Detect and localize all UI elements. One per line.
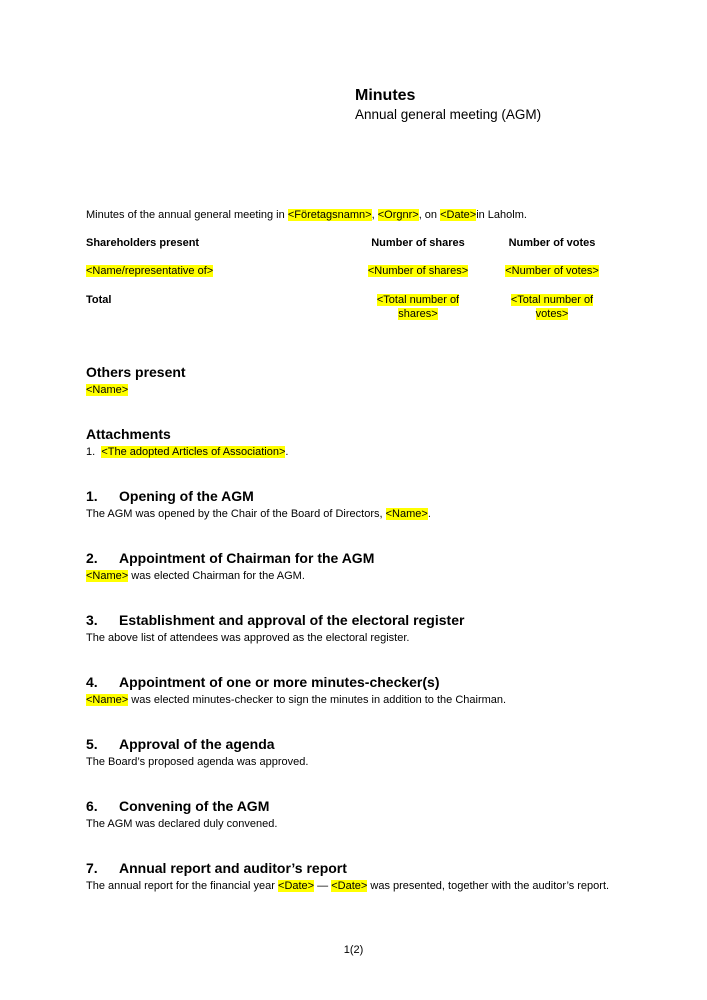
attachment-item <box>86 445 626 459</box>
column-header-shareholders: Shareholders present <box>86 237 200 249</box>
document-title: Minutes <box>355 87 416 104</box>
section-body <box>86 879 626 893</box>
table-total-row <box>86 293 626 321</box>
others-name-placeholder: <Name> <box>86 384 129 396</box>
section-body <box>86 569 626 583</box>
section-title: Appointment of one or more minutes-checker(s) <box>119 674 440 690</box>
section-agenda <box>86 735 626 769</box>
section-number: 1. <box>86 488 98 504</box>
shareholder-name-placeholder: <Name/representative of> <box>86 265 214 277</box>
section-annual-report <box>86 859 626 893</box>
table-header-row <box>86 236 626 250</box>
section-number: 4. <box>86 674 98 690</box>
total-votes-placeholder <box>511 294 593 320</box>
name-placeholder: <Name> <box>385 508 428 520</box>
section-body: The AGM was declared duly convened. <box>86 818 278 830</box>
section-title: Approval of the agenda <box>119 736 275 752</box>
section-electoral-register <box>86 611 626 645</box>
section-text: The annual report for the financial year <box>86 880 279 892</box>
section-heading <box>86 673 626 691</box>
total-label: Total <box>86 294 112 306</box>
section-text: The AGM was opened by the Chair of the Board of Directors, <box>86 508 386 520</box>
attachments-section <box>86 425 626 459</box>
section-title: Establishment and approval of the electoral register <box>119 612 465 628</box>
intro-paragraph <box>86 208 527 222</box>
document-subtitle: Annual general meeting (AGM) <box>355 107 542 122</box>
column-header-votes: Number of votes <box>508 237 596 249</box>
attachments-heading: Attachments <box>86 426 171 442</box>
section-heading <box>86 487 626 505</box>
intro-separator: , <box>371 209 378 221</box>
section-body: The above list of attendees was approved as the electoral register. <box>86 632 410 644</box>
shares-placeholder: <Number of shares> <box>367 265 469 277</box>
total-votes-line2: votes> <box>535 308 569 320</box>
section-heading <box>86 735 626 753</box>
intro-text: Minutes of the annual general meeting in <box>86 209 288 221</box>
intro-text-end: in Laholm. <box>476 209 527 221</box>
attachment-number: 1. <box>86 446 96 458</box>
table-row <box>86 264 626 278</box>
section-number: 3. <box>86 612 98 628</box>
section-heading <box>86 859 626 877</box>
column-header-shares: Number of shares <box>371 237 465 249</box>
shareholders-table <box>86 236 626 321</box>
others-present-heading: Others present <box>86 364 186 380</box>
section-convening <box>86 797 626 831</box>
section-heading <box>86 797 626 815</box>
date-dash: — <box>314 880 332 892</box>
section-title: Annual report and auditor’s report <box>119 860 347 876</box>
date-placeholder: <Date> <box>440 209 477 221</box>
document-header <box>355 86 541 123</box>
section-text: was elected Chairman for the AGM. <box>128 570 305 582</box>
orgnr-placeholder: <Orgnr> <box>377 209 419 221</box>
total-shares-line2: shares> <box>398 308 438 320</box>
name-placeholder: <Name> <box>86 570 129 582</box>
section-body <box>86 507 626 521</box>
section-number: 7. <box>86 860 98 876</box>
total-shares-placeholder <box>377 294 459 320</box>
section-number: 5. <box>86 736 98 752</box>
section-number: 2. <box>86 550 98 566</box>
section-title: Convening of the AGM <box>119 798 270 814</box>
total-shares-line1: <Total number of <box>376 294 460 306</box>
total-votes-line1: <Total number of <box>510 294 594 306</box>
name-placeholder: <Name> <box>86 694 129 706</box>
section-chairman <box>86 549 626 583</box>
section-text-end: . <box>427 508 431 520</box>
section-body: The Board’s proposed agenda was approved. <box>86 756 309 768</box>
page-number: 1(2) <box>343 944 364 956</box>
section-number: 6. <box>86 798 98 814</box>
votes-placeholder: <Number of votes> <box>505 265 599 277</box>
attachment-placeholder: <The adopted Articles of Association> <box>101 446 286 458</box>
section-title: Opening of the AGM <box>119 488 254 504</box>
section-opening <box>86 487 626 521</box>
section-body <box>86 693 626 707</box>
section-text-end: was presented, together with the auditor’s report. <box>367 880 610 892</box>
section-text: was elected minutes-checker to sign the minutes in addition to the Chairman. <box>128 694 507 706</box>
section-heading <box>86 611 626 629</box>
attachment-end: . <box>285 446 289 458</box>
intro-separator: , on <box>418 209 441 221</box>
date-placeholder: <Date> <box>278 880 315 892</box>
date-placeholder: <Date> <box>331 880 368 892</box>
company-placeholder: <Företagsnamn> <box>287 209 372 221</box>
section-minutes-checker <box>86 673 626 707</box>
section-heading <box>86 549 626 567</box>
others-present-section <box>86 363 626 397</box>
section-title: Appointment of Chairman for the AGM <box>119 550 375 566</box>
